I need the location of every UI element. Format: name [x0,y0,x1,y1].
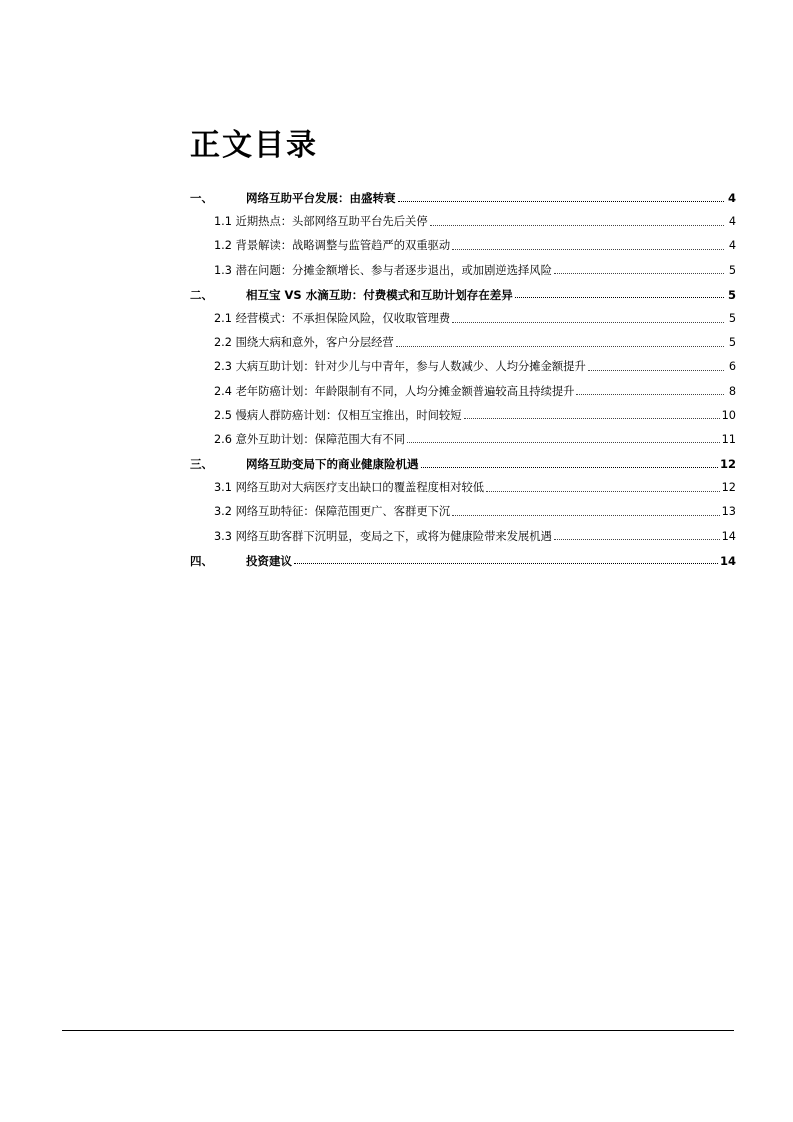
toc-page: 11 [721,432,736,446]
toc-page: 13 [721,505,736,519]
toc-entry[interactable] [190,283,736,307]
dot-leader [588,370,724,371]
dot-leader [554,273,724,274]
toc-text: 意外互助计划：保障范围大有不同 [235,432,406,446]
toc-text: 经营模式：不承担保险风险，仅收取管理费 [235,311,451,325]
toc-entry[interactable] [190,428,736,452]
footer-divider [62,1030,734,1031]
toc-entry[interactable] [190,355,736,379]
toc-entry[interactable] [190,234,736,258]
toc-entry[interactable] [190,525,736,549]
toc-entry[interactable] [190,210,736,234]
dot-leader [294,563,718,564]
toc-number: 2.6 [214,432,232,446]
toc-entry[interactable] [190,500,736,524]
toc-page: 4 [728,239,736,253]
dot-leader [452,322,724,323]
dot-leader [515,297,724,298]
toc-page: 14 [719,553,736,568]
toc-text: 网络互助特征：保障范围更广、客群更下沉 [235,505,451,519]
toc-entry[interactable] [190,307,736,331]
toc-text: 网络互助对大病医疗支出缺口的覆盖程度相对较低 [235,481,485,495]
dot-leader [396,346,724,347]
dot-leader [452,515,719,516]
toc-text: 老年防癌计划：年龄限制有不同，人均分摊金额普遍较高且持续提升 [235,384,575,398]
toc-page: 12 [721,481,736,495]
toc-page: 5 [727,287,736,302]
toc-number: 2.3 [214,360,232,374]
dot-leader [407,442,720,443]
toc-number: 3.3 [214,529,232,543]
toc-number: 二、 [190,287,213,302]
toc-text: 网络互助平台发展：由盛转衰 [246,191,396,205]
dot-leader [398,201,725,202]
toc-text: 潜在问题：分摊金额增长、参与者逐步退出，或加剧逆选择风险 [235,263,552,277]
dot-leader [576,394,724,395]
dot-leader [554,539,720,540]
toc-page: 10 [721,408,736,422]
toc-page: 5 [728,263,736,277]
toc-page: 4 [728,215,736,229]
toc-number: 2.2 [214,336,232,350]
toc-page: 12 [719,457,736,472]
page-title: 正文目录 [190,128,318,163]
toc-number: 1.1 [214,215,232,229]
toc-page: 4 [727,191,736,205]
toc-number: 1.3 [214,263,232,277]
toc-entry[interactable] [190,476,736,500]
dot-leader [430,225,724,226]
toc-text: 慢病人群防癌计划：仅相互宝推出，时间较短 [235,408,462,422]
toc-entry[interactable] [190,404,736,428]
toc-entry[interactable] [190,452,736,476]
dot-leader [421,467,718,468]
toc-page: 5 [728,311,736,325]
toc-text: 近期热点：头部网络互助平台先后关停 [235,215,428,229]
toc-page: 6 [728,360,736,374]
dot-leader [464,418,720,419]
toc-text: 网络互助客群下沉明显，变局之下，或将为健康险带来发展机遇 [235,529,552,543]
toc-entry[interactable] [190,380,736,404]
toc-number: 2.5 [214,408,232,422]
toc-entry[interactable] [190,331,736,355]
toc-page: 5 [728,336,736,350]
toc-text: 网络互助变局下的商业健康险机遇 [246,457,419,472]
toc-text: 投资建议 [246,553,292,568]
toc-number: 2.4 [214,384,232,398]
dot-leader [486,491,720,492]
toc-number: 三、 [190,457,213,472]
toc-page: 8 [728,384,736,398]
toc-text: 背景解读：战略调整与监管趋严的双重驱动 [235,239,451,253]
toc-number: 1.2 [214,239,232,253]
toc-number: 一、 [190,191,213,205]
toc-entry[interactable] [190,549,736,573]
toc-number: 3.2 [214,505,232,519]
toc-number: 3.1 [214,481,232,495]
table-of-contents [190,186,736,573]
toc-text: 围绕大病和意外，客户分层经营 [235,336,394,350]
toc-number: 四、 [190,553,213,568]
dot-leader [452,249,724,250]
toc-text: 大病互助计划：针对少儿与中青年，参与人数减少、人均分摊金额提升 [235,360,586,374]
toc-page: 14 [721,529,736,543]
toc-entry[interactable] [190,259,736,283]
toc-number: 2.1 [214,311,232,325]
toc-entry[interactable] [190,186,736,210]
toc-text: 相互宝 VS 水滴互助：付费模式和互助计划存在差异 [246,287,513,302]
